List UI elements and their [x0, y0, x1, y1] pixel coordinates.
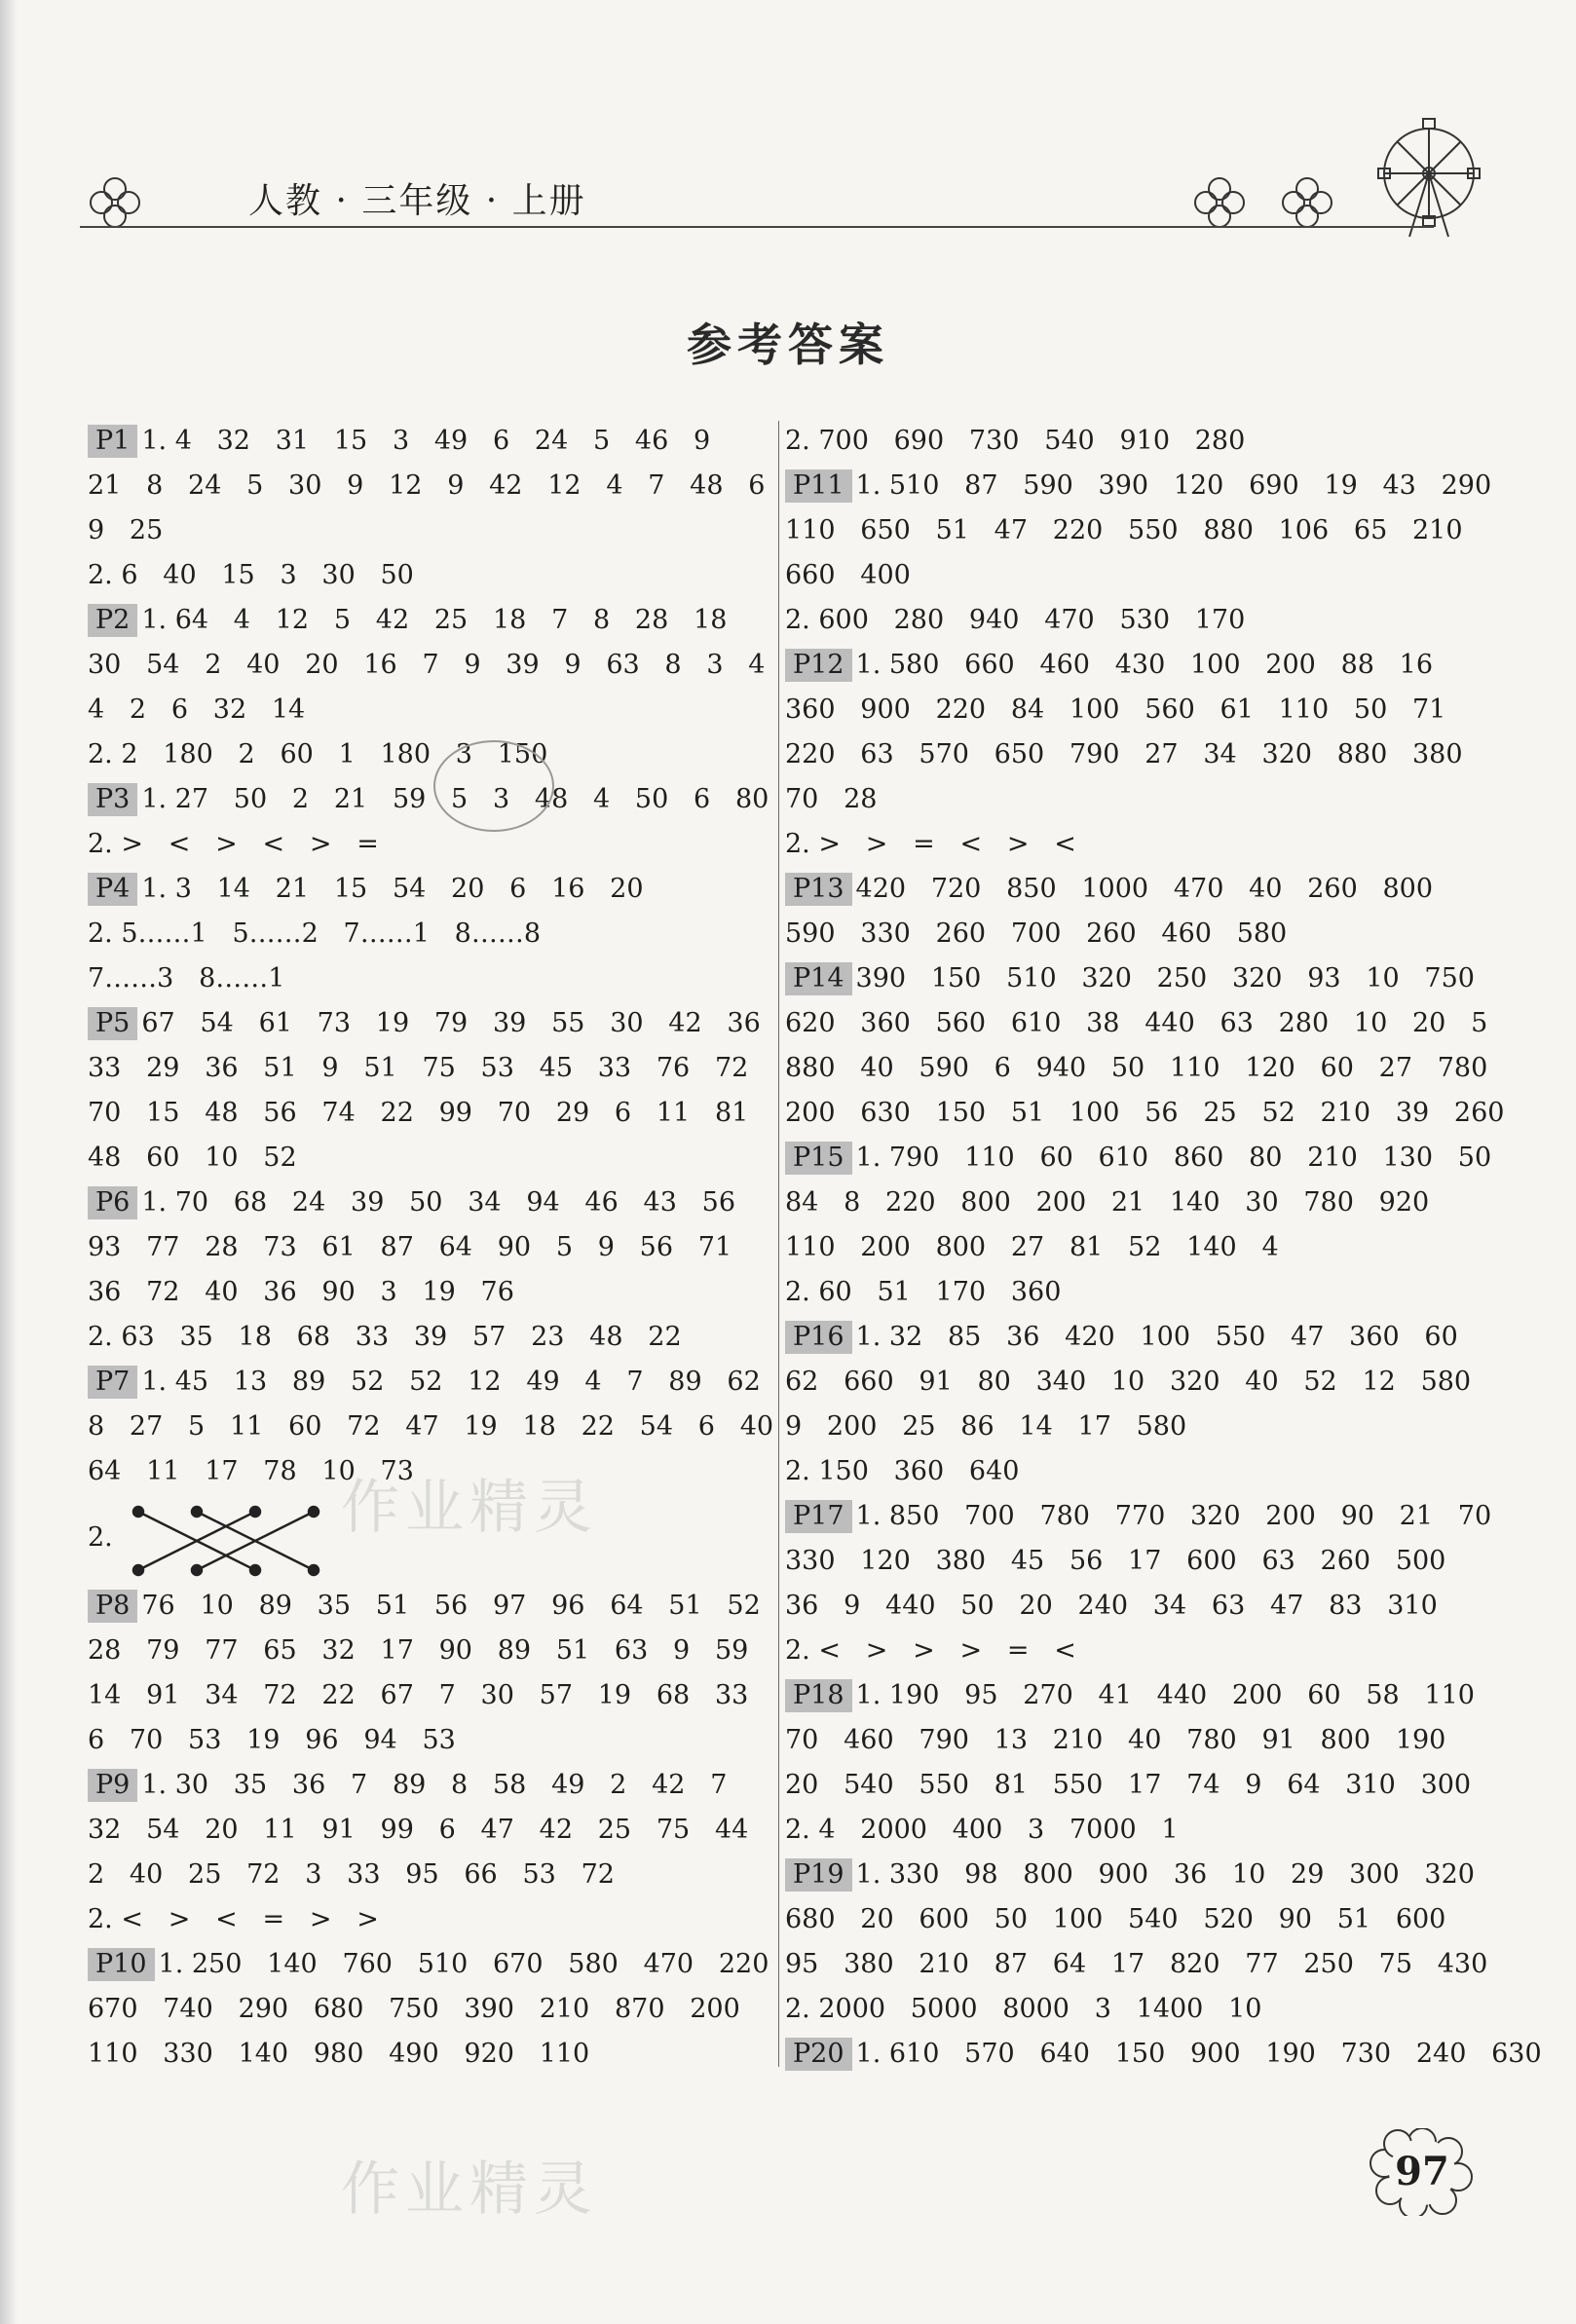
answer-line: 9 25 — [88, 515, 164, 545]
answer-line: 330 120 380 45 56 17 600 63 260 500 — [785, 1546, 1446, 1576]
section-tag: P15 — [785, 1142, 852, 1175]
answer-line: 93 77 28 73 61 87 64 90 5 9 56 71 — [88, 1232, 732, 1262]
section-tag: P17 — [785, 1500, 852, 1533]
section-tag: P9 — [88, 1769, 137, 1802]
answer-line: P18 1. 190 95 270 41 440 200 60 58 110 — [785, 1673, 1477, 1718]
section-tag: P12 — [785, 649, 852, 682]
section-tag: P19 — [785, 1858, 852, 1892]
header-rule — [80, 226, 1434, 228]
left-column — [88, 419, 779, 2077]
answer-line: 670 740 290 680 750 390 210 870 200 — [88, 1994, 740, 2024]
right-column — [785, 419, 1542, 2077]
answer-line: 590 330 260 700 260 460 580 — [785, 918, 1288, 949]
section-tag: P18 — [785, 1679, 852, 1712]
section-tag: P16 — [785, 1321, 852, 1354]
page-number: 97 — [1395, 2149, 1449, 2194]
section-tag: P7 — [88, 1366, 137, 1399]
answer-line: 2. 600 280 940 470 530 170 — [785, 605, 1246, 635]
section-tag: P13 — [785, 873, 852, 906]
answer-line: P5 67 54 61 73 19 79 39 55 30 42 36 — [88, 1001, 779, 1046]
answer-line: 70 460 790 13 210 40 780 91 800 190 — [785, 1725, 1446, 1755]
ferris-wheel-icon — [1375, 115, 1482, 242]
answer-line: 2. < > > > = < — [785, 1635, 1076, 1666]
answer-line: 2. 6 40 15 3 30 50 — [88, 560, 414, 590]
answer-line: 880 40 590 6 940 50 110 120 60 27 780 — [785, 1053, 1488, 1083]
answer-line: 2. 150 360 640 — [785, 1456, 1020, 1486]
section-tag: P14 — [785, 962, 852, 995]
section-tag: P2 — [88, 604, 137, 637]
answer-line: 680 20 600 50 100 540 520 90 51 600 — [785, 1904, 1446, 1934]
answer-line: 70 15 48 56 74 22 99 70 29 6 11 81 — [88, 1098, 749, 1128]
answer-line: 2. < > < = > > — [88, 1904, 379, 1934]
answer-line: P17 1. 850 700 780 770 320 200 90 21 70 — [785, 1494, 1477, 1539]
answer-line: 110 650 51 47 220 550 880 106 65 210 — [785, 515, 1463, 545]
answer-line: 660 400 — [785, 560, 911, 590]
answer-line: 28 79 77 65 32 17 90 89 51 63 9 59 — [88, 1635, 749, 1666]
answer-line: 620 360 560 610 38 440 63 280 10 20 5 — [785, 1008, 1488, 1038]
answer-line: P11 1. 510 87 590 390 120 690 19 43 290 — [785, 464, 1477, 508]
section-tag: P10 — [88, 1948, 155, 1981]
section-tag: P20 — [785, 2038, 852, 2071]
answer-line: 32 54 20 11 91 99 6 47 42 25 75 44 — [88, 1815, 749, 1845]
answer-line: 2 40 25 72 3 33 95 66 53 72 — [88, 1859, 615, 1890]
answer-line: 70 28 — [785, 784, 878, 814]
answer-line: 4 2 6 32 14 — [88, 694, 306, 725]
clover-right-2-icon — [1278, 173, 1336, 232]
answer-line: 2. 4 2000 400 3 7000 1 — [785, 1815, 1179, 1845]
answer-line: 36 72 40 36 90 3 19 76 — [88, 1277, 514, 1307]
clover-right-1-icon — [1190, 173, 1249, 232]
answer-line: P19 1. 330 98 800 900 36 10 29 300 320 — [785, 1853, 1477, 1897]
answer-line: 2. 2 180 2 60 1 180 3 150 — [88, 739, 548, 769]
watermark: 作业精灵 — [341, 2155, 598, 2224]
section-tag: P6 — [88, 1186, 137, 1219]
answer-line: P10 1. 250 140 760 510 670 580 470 220 — [88, 1942, 779, 1987]
answer-line: 62 660 91 80 340 10 320 40 52 12 580 — [785, 1367, 1472, 1397]
watermark-stamp — [433, 740, 554, 832]
answer-line: 9 200 25 86 14 17 580 — [785, 1411, 1187, 1442]
answer-line: P14 390 150 510 320 250 320 93 10 750 — [785, 956, 1477, 1001]
answer-line: P1 1. 4 32 31 15 3 49 6 24 5 46 9 — [88, 419, 779, 464]
clover-left-icon — [86, 173, 144, 232]
answer-line: 2. 5……1 5……2 7……1 8……8 — [88, 918, 542, 949]
matching-diagram — [129, 1502, 323, 1580]
answer-line: P8 76 10 89 35 51 56 97 96 64 51 52 — [88, 1584, 779, 1629]
section-tag: P1 — [88, 425, 137, 458]
answer-line: P15 1. 790 110 60 610 860 80 210 130 50 — [785, 1136, 1477, 1181]
header-text: 人教 · 三年级 · 上册 — [248, 181, 586, 221]
section-tag: P8 — [88, 1590, 137, 1623]
answer-line: P13 420 720 850 1000 470 40 260 800 — [785, 867, 1477, 912]
answer-line: P9 1. 30 35 36 7 89 8 58 49 2 42 7 — [88, 1763, 779, 1808]
answer-line: P4 1. 3 14 21 15 54 20 6 16 20 — [88, 867, 779, 912]
answer-line: 2. > < > < > = — [88, 829, 379, 859]
watermark: 作业精灵 — [341, 1474, 598, 1542]
answer-line: 110 330 140 980 490 920 110 — [88, 2039, 590, 2069]
section-tag: P3 — [88, 783, 137, 816]
answer-line: P6 1. 70 68 24 39 50 34 94 46 43 56 — [88, 1181, 779, 1225]
page-number-badge — [1369, 2128, 1476, 2216]
answer-line: P7 1. 45 13 89 52 52 12 49 4 7 89 62 — [88, 1360, 779, 1405]
answer-line: 2. 60 51 170 360 — [785, 1277, 1062, 1307]
answer-line: 84 8 220 800 200 21 140 30 780 920 — [785, 1187, 1430, 1218]
section-tag: P4 — [88, 873, 137, 906]
answer-line: 2. > > = < > < — [785, 829, 1076, 859]
answer-line: 36 9 440 50 20 240 34 63 47 83 310 — [785, 1591, 1438, 1621]
answer-line: 30 54 2 40 20 16 7 9 39 9 63 8 3 4 — [88, 650, 766, 680]
answer-line: 48 60 10 52 — [88, 1143, 297, 1173]
answer-line: 220 63 570 650 790 27 34 320 880 380 — [785, 739, 1463, 769]
answer-line: 110 200 800 27 81 52 140 4 — [785, 1232, 1279, 1262]
page-title: 参考答案 — [687, 319, 889, 371]
answer-line: 20 540 550 81 550 17 74 9 64 310 300 — [785, 1770, 1472, 1800]
answer-line: 2. — [88, 1494, 779, 1584]
answer-line: 33 29 36 51 9 51 75 53 45 33 76 72 — [88, 1053, 749, 1083]
answer-line: 200 630 150 51 100 56 25 52 210 39 260 — [785, 1098, 1505, 1128]
answer-line: P16 1. 32 85 36 420 100 550 47 360 60 — [785, 1315, 1477, 1360]
answer-line: 64 11 17 78 10 73 — [88, 1456, 414, 1486]
answer-line: 6 70 53 19 96 94 53 — [88, 1725, 456, 1755]
answer-line: 2. 63 35 18 68 33 39 57 23 48 22 — [88, 1322, 682, 1352]
answer-line: P12 1. 580 660 460 430 100 200 88 16 — [785, 643, 1477, 688]
answer-line: 95 380 210 87 64 17 820 77 250 75 430 — [785, 1949, 1488, 1979]
section-tag: P5 — [88, 1007, 137, 1040]
answer-line: 360 900 220 84 100 560 61 110 50 71 — [785, 694, 1446, 725]
answer-line: 8 27 5 11 60 72 47 19 18 22 54 6 40 — [88, 1411, 774, 1442]
answer-line: 21 8 24 5 30 9 12 9 42 12 4 7 48 6 — [88, 470, 766, 501]
answer-line: 2. 700 690 730 540 910 280 — [785, 426, 1246, 456]
answer-line: P20 1. 610 570 640 150 900 190 730 240 630 — [785, 2032, 1477, 2077]
section-tag: P11 — [785, 469, 852, 503]
answer-line: 7……3 8……1 — [88, 963, 285, 993]
answer-line: 14 91 34 72 22 67 7 30 57 19 68 33 — [88, 1680, 749, 1710]
answer-line: P3 1. 27 50 2 21 59 5 3 48 4 50 6 80 — [88, 777, 779, 822]
answer-line: P2 1. 64 4 12 5 42 25 18 7 8 28 18 — [88, 598, 779, 643]
answer-line: 2. 2000 5000 8000 3 1400 10 — [785, 1994, 1262, 2024]
